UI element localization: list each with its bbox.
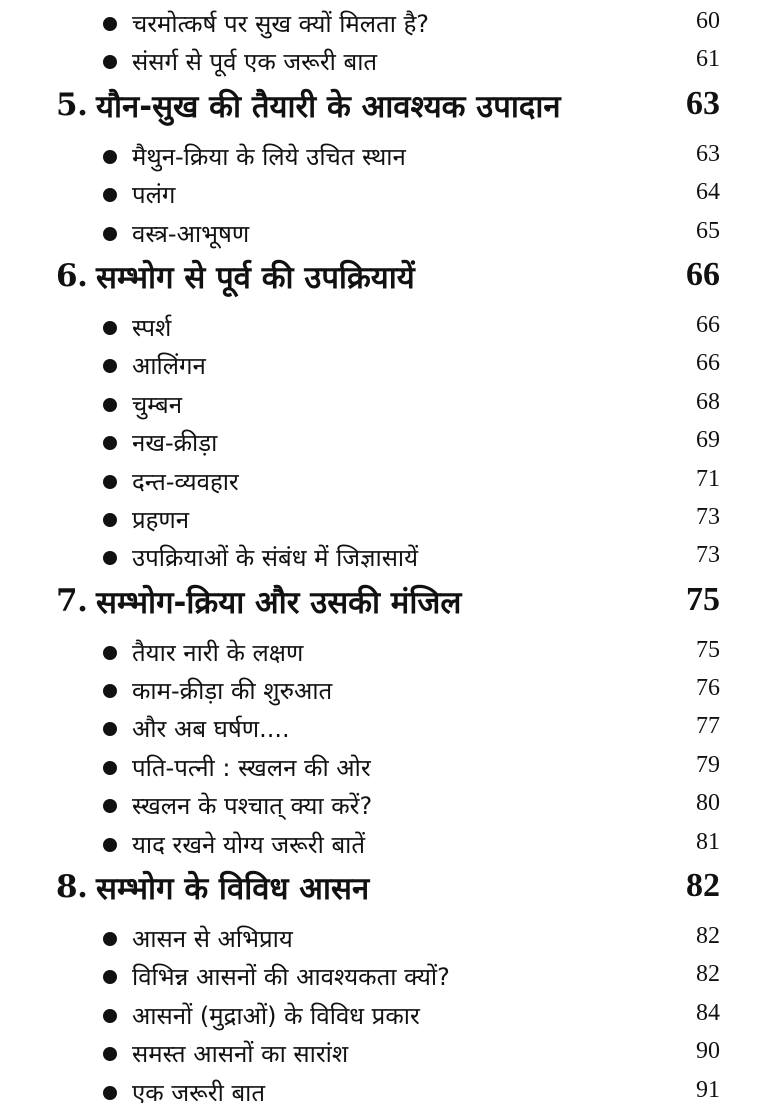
chapter-heading-5 xyxy=(0,81,780,137)
toc-item xyxy=(0,137,780,175)
toc-item xyxy=(0,1073,780,1111)
bullet-icon xyxy=(103,227,117,241)
bullet-icon xyxy=(103,799,117,813)
toc-item-page: 82 xyxy=(696,923,720,950)
chapter-number: 8. xyxy=(56,869,88,906)
toc-item-page: 63 xyxy=(696,140,720,167)
chapter-page: 63 xyxy=(686,84,720,122)
chapter-number: 5. xyxy=(56,86,88,123)
toc-item-page: 66 xyxy=(696,350,720,377)
toc-item xyxy=(0,175,780,213)
toc-item-label: आलिंगन xyxy=(132,352,206,381)
toc-item xyxy=(0,538,780,576)
toc-item-page: 82 xyxy=(696,961,720,988)
toc-item-label: चुम्बन xyxy=(132,390,183,419)
chapter-title: सम्भोग से पूर्व की उपक्रियायें xyxy=(96,259,415,296)
chapter-page: 66 xyxy=(686,255,720,293)
toc-item xyxy=(0,957,780,995)
toc-item-label: चरमोत्कर्ष पर सुख क्यों मिलता है? xyxy=(132,10,430,38)
toc-item-page: 80 xyxy=(696,790,720,817)
toc-item-label: आसन से अभिप्राय xyxy=(132,925,293,954)
toc-item xyxy=(0,308,780,346)
toc-item xyxy=(0,919,780,957)
bullet-icon xyxy=(103,646,117,660)
toc-item-label: पति-पत्नी : स्खलन की ओर xyxy=(132,753,371,782)
toc-item-label: एक जरूरी बात xyxy=(132,1078,266,1107)
table-of-contents xyxy=(0,4,780,1111)
toc-item-label: स्खलन के पश्चात् क्या करें? xyxy=(132,792,373,821)
toc-item-label: मैथुन-क्रिया के लिये उचित स्थान xyxy=(132,142,406,171)
bullet-icon xyxy=(103,1009,117,1023)
bullet-icon xyxy=(103,475,117,489)
toc-item-label: संसर्ग से पूर्व एक जरूरी बात xyxy=(132,48,378,77)
bullet-icon xyxy=(103,722,117,736)
bullet-icon xyxy=(103,513,117,527)
toc-item-page: 69 xyxy=(696,427,720,454)
toc-item-page: 79 xyxy=(696,751,720,778)
toc-item-page: 76 xyxy=(696,675,720,702)
toc-item-label: और अब घर्षण.... xyxy=(132,715,290,744)
chapter-title: सम्भोग-क्रिया और उसकी मंजिल xyxy=(96,584,462,621)
toc-item xyxy=(0,825,780,863)
toc-item-page: 66 xyxy=(696,311,720,338)
toc-item-label: नख-क्रीड़ा xyxy=(132,429,218,458)
chapter-page: 82 xyxy=(686,867,720,905)
bullet-icon xyxy=(103,684,117,698)
toc-item xyxy=(0,500,780,538)
toc-item xyxy=(0,709,780,747)
toc-item-label: उपक्रियाओं के संबंध में जिज्ञासायें xyxy=(132,544,419,573)
chapter-heading-6 xyxy=(0,252,780,308)
toc-item-page: 64 xyxy=(696,179,720,206)
toc-item-label: तैयार नारी के लक्षण xyxy=(132,638,304,667)
toc-item-page: 77 xyxy=(696,713,720,740)
chapter-number: 7. xyxy=(56,582,88,619)
bullet-icon xyxy=(103,436,117,450)
toc-item xyxy=(0,996,780,1034)
chapter-heading-7 xyxy=(0,577,780,633)
toc-item-page: 61 xyxy=(696,46,720,73)
bullet-icon xyxy=(103,1086,117,1100)
toc-item xyxy=(0,748,780,786)
toc-item-page: 68 xyxy=(696,388,720,415)
toc-item-label: काम-क्रीड़ा की शुरुआत xyxy=(132,677,333,706)
toc-item-label: याद रखने योग्य जरूरी बातें xyxy=(132,830,366,859)
toc-item-page: 91 xyxy=(696,1076,720,1103)
toc-item-page: 73 xyxy=(696,503,720,530)
toc-item xyxy=(0,786,780,824)
bullet-icon xyxy=(103,359,117,373)
toc-item xyxy=(0,42,780,80)
toc-item-page: 75 xyxy=(696,636,720,663)
chapter-title: सम्भोग के विविध आसन xyxy=(96,871,370,908)
bullet-icon xyxy=(103,970,117,984)
bullet-icon xyxy=(103,150,117,164)
toc-item-page: 81 xyxy=(696,828,720,855)
toc-item-label: आसनों (मुद्राओं) के विविध प्रकार xyxy=(132,1001,420,1030)
chapter-number: 6. xyxy=(56,257,88,294)
toc-item-label: पलंग xyxy=(132,181,176,210)
toc-item xyxy=(0,671,780,709)
chapter-title: यौन-सुख की तैयारी के आवश्यक उपादान xyxy=(96,88,561,125)
bullet-icon xyxy=(103,398,117,412)
toc-item-label: प्रहणन xyxy=(132,505,190,534)
bullet-icon xyxy=(103,17,117,31)
bullet-icon xyxy=(103,932,117,946)
bullet-icon xyxy=(103,1047,117,1061)
toc-item-page: 65 xyxy=(696,217,720,244)
toc-item-page: 60 xyxy=(696,8,720,34)
bullet-icon xyxy=(103,838,117,852)
toc-item xyxy=(0,462,780,500)
toc-item-page: 84 xyxy=(696,999,720,1026)
toc-item-page: 73 xyxy=(696,542,720,569)
toc-item xyxy=(0,423,780,461)
bullet-icon xyxy=(103,188,117,202)
toc-item-label: समस्त आसनों का सारांश xyxy=(132,1040,349,1069)
toc-item-page: 71 xyxy=(696,465,720,492)
chapter-page: 75 xyxy=(686,580,720,618)
bullet-icon xyxy=(103,321,117,335)
toc-item-page: 90 xyxy=(696,1038,720,1065)
toc-item-label: स्पर्श xyxy=(132,313,172,342)
toc-item xyxy=(0,214,780,252)
toc-item-label: दन्त-व्यवहार xyxy=(132,467,239,496)
chapter-heading-8 xyxy=(0,863,780,919)
bullet-icon xyxy=(103,761,117,775)
bullet-icon xyxy=(103,55,117,69)
toc-item xyxy=(0,346,780,384)
bullet-icon xyxy=(103,551,117,565)
toc-item xyxy=(0,4,780,42)
toc-item-label: विभिन्न आसनों की आवश्यकता क्यों? xyxy=(132,963,450,992)
toc-item xyxy=(0,633,780,671)
toc-item xyxy=(0,385,780,423)
toc-item-label: वस्त्र-आभूषण xyxy=(132,219,250,248)
toc-item xyxy=(0,1034,780,1072)
